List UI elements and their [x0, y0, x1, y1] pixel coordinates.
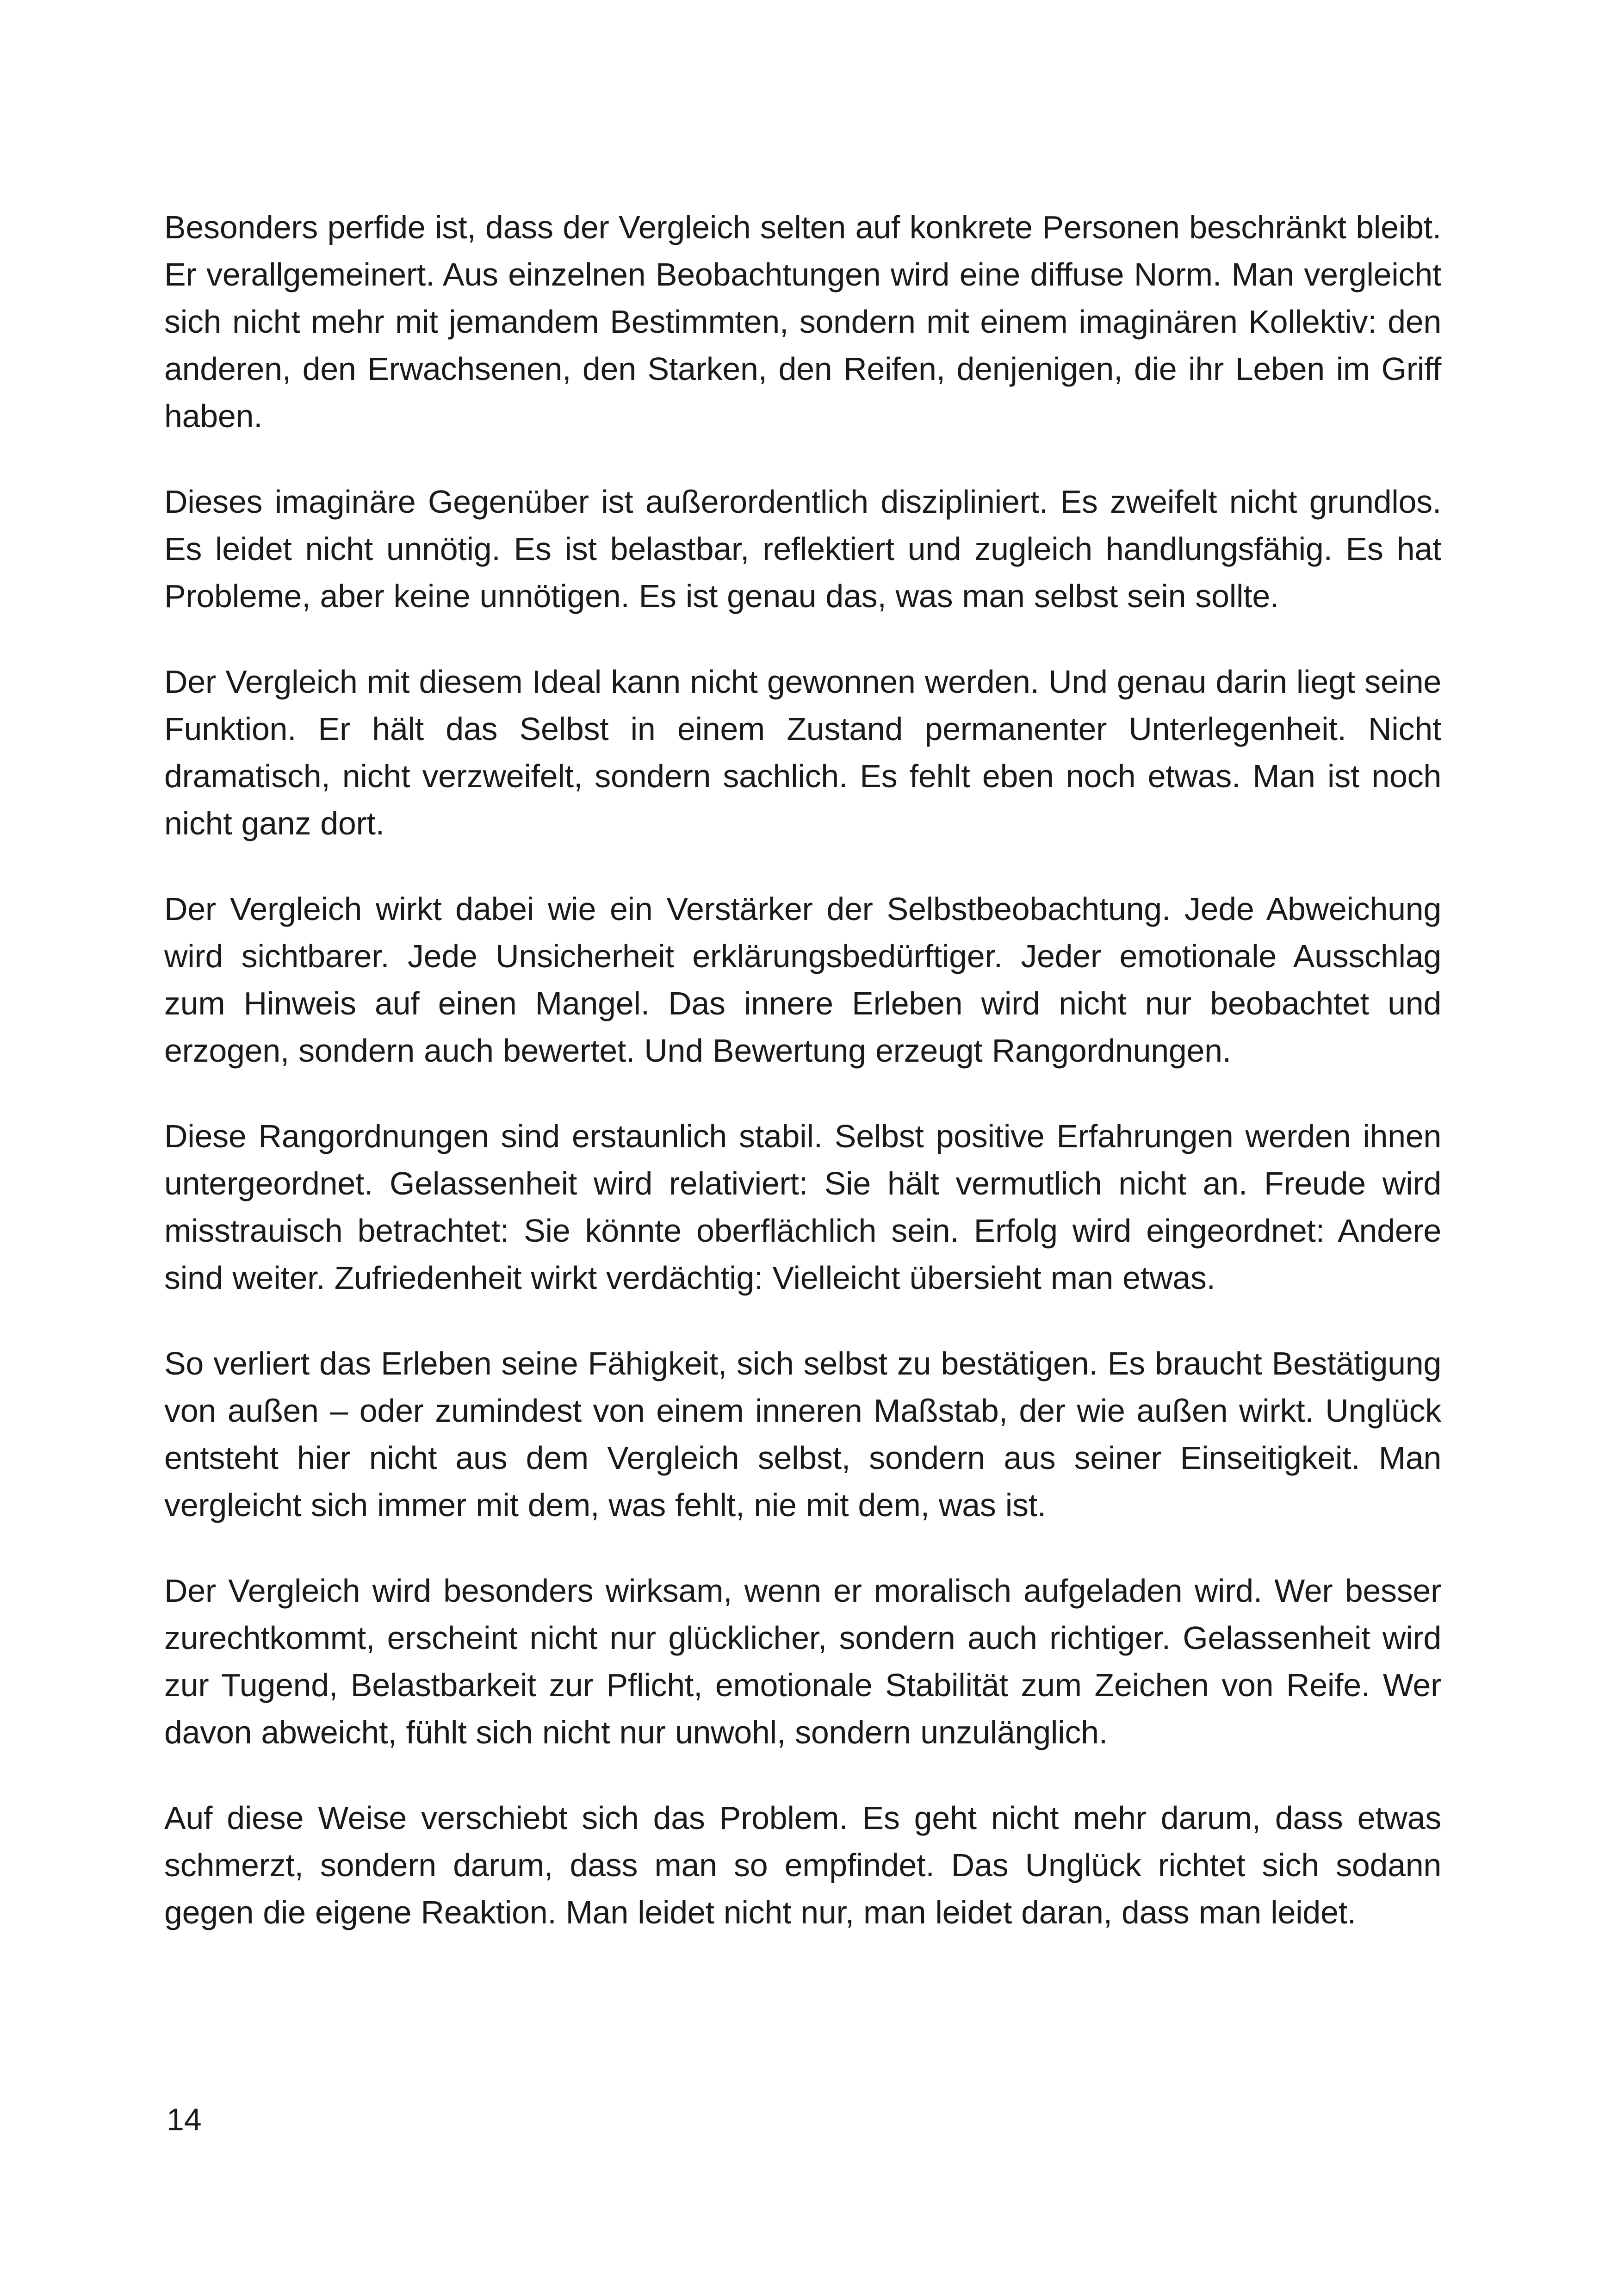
paragraph-5: Diese Rangordnungen sind erstaunlich stabil. Selbst positive Erfahrungen werden ihnen untergeordnet. Gelassenheit wird relativiert: Sie hält vermutlich nicht an. Freude wird misstrauisch betrachtet: Sie könnte oberflächlich sein. Erfolg wird eingeordnet: Andere sind weiter. Zufriedenheit wirkt verdächtig: Vielleicht übersieht man etwas. — [164, 1118, 1441, 1296]
paragraph-4: Der Vergleich wirkt dabei wie ein Verstärker der Selbstbeobachtung. Jede Abweichung wird sichtbarer. Jede Unsicherheit erklärungsbedürftiger. Jeder emotionale Ausschlag zum Hinweis auf einen Mangel. Das innere Erleben wird nicht nur beobachtet und erzogen, sondern auch bewertet. Und Bewertung erzeugt Rangordnungen. — [164, 891, 1441, 1069]
paragraph-1: Besonders perfide ist, dass der Vergleich selten auf konkrete Personen beschränkt bleibt. Er verallgemeinert. Aus einzelnen Beobachtungen wird eine diffuse Norm. Man vergleicht sich nicht mehr mit jemandem Bestimmten, sondern mit einem imaginären Kollektiv: den anderen, den Erwachsenen, den Starken, den Reifen, denjenigen, die ihr Leben im Griff haben. — [164, 209, 1441, 434]
paragraph-6: So verliert das Erleben seine Fähigkeit, sich selbst zu bestätigen. Es braucht Bestätigung von außen – oder zumindest von einem inneren Maßstab, der wie außen wirkt. Unglück entsteht hier nicht aus dem Vergleich selbst, sondern aus seiner Einseitigkeit. Man vergleicht sich immer mit dem, was fehlt, nie mit dem, was ist. — [164, 1345, 1441, 1523]
page-number: 14 — [167, 2102, 202, 2137]
paragraph-2: Dieses imaginäre Gegenüber ist außerordentlich diszipliniert. Es zweifelt nicht grundlos. Es leidet nicht unnötig. Es ist belastbar, reflektiert und zugleich handlungsfähig. Es hat Probleme, aber keine unnötigen. Es ist genau das, was man selbst sein sollte. — [164, 484, 1441, 614]
paragraph-3: Der Vergleich mit diesem Ideal kann nicht gewonnen werden. Und genau darin liegt seine Funktion. Er hält das Selbst in einem Zustand permanenter Unterlegenheit. Nicht dramatisch, nicht verzweifelt, sondern sachlich. Es fehlt eben noch etwas. Man ist noch nicht ganz dort. — [164, 664, 1441, 841]
body-text — [164, 204, 1441, 1974]
paragraph-8: Auf diese Weise verschiebt sich das Problem. Es geht nicht mehr darum, dass etwas schmerzt, sondern darum, dass man so empfindet. Das Unglück richtet sich sodann gegen die eigene Reaktion. Man leidet nicht nur, man leidet daran, dass man leidet. — [164, 1800, 1441, 1930]
paragraph-7: Der Vergleich wird besonders wirksam, wenn er moralisch aufgeladen wird. Wer besser zurechtkommt, erscheint nicht nur glücklicher, sondern auch richtiger. Gelassenheit wird zur Tugend, Belastbarkeit zur Pflicht, emotionale Stabilität zum Zeichen von Reife. Wer davon abweicht, fühlt sich nicht nur unwohl, sondern unzulänglich. — [164, 1573, 1441, 1750]
